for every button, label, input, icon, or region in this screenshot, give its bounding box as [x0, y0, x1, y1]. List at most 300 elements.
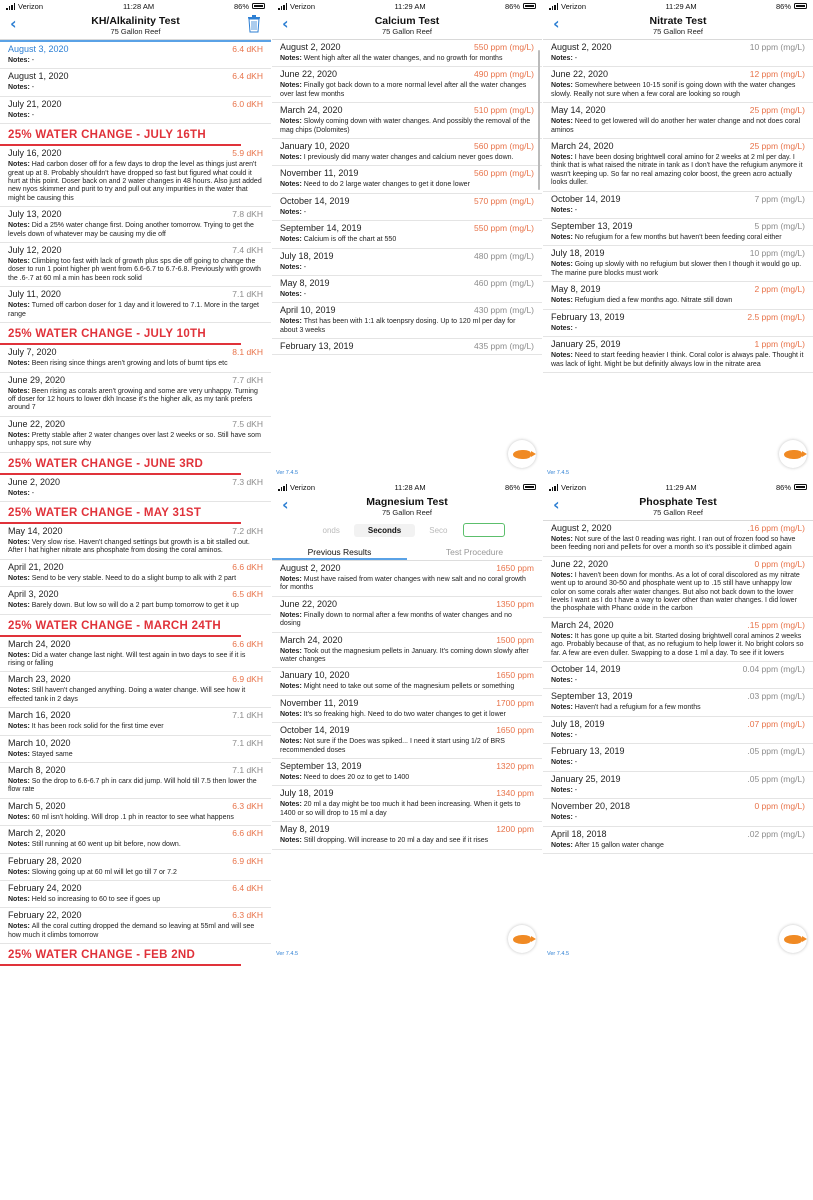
- result-value: 7.3 dKH: [232, 476, 263, 487]
- result-note: [280, 576, 534, 593]
- notes-label: Notes:: [551, 118, 575, 126]
- result-row[interactable]: [272, 723, 542, 759]
- picker-item[interactable]: onds: [322, 525, 340, 535]
- note-text: Slowly coming down with water changes. And possibly the removal of the mag chips (Dolomites): [280, 118, 531, 134]
- result-row[interactable]: [543, 40, 813, 67]
- notes-label: Notes:: [8, 489, 32, 497]
- result-row[interactable]: [543, 219, 813, 246]
- notes-label: Notes:: [280, 154, 304, 162]
- results-list: [272, 40, 542, 355]
- result-value: 435 ppm (mg/L): [474, 341, 534, 352]
- notes-label: Notes:: [280, 318, 304, 326]
- scrollbar[interactable]: [538, 50, 540, 190]
- note-text: Barely down. But low so will do a 2 part bump tomorrow to get it up: [31, 602, 239, 610]
- result-row[interactable]: [543, 103, 813, 139]
- picker-item-selected[interactable]: Seconds: [354, 524, 415, 537]
- result-row[interactable]: [0, 69, 271, 96]
- notes-label: Notes:: [551, 297, 575, 305]
- result-value: 7.5 dKH: [232, 418, 263, 429]
- result-row[interactable]: [543, 744, 813, 771]
- result-value: 6.6 dKH: [232, 561, 263, 572]
- result-value: 7.4 dKH: [232, 245, 263, 256]
- result-date: September 14, 2019: [280, 223, 362, 234]
- result-note: [551, 82, 805, 99]
- result-row[interactable]: [0, 207, 271, 243]
- result-row[interactable]: [272, 40, 542, 67]
- note-text: Calcium is off the chart at 550: [303, 236, 397, 244]
- result-row[interactable]: [272, 822, 542, 849]
- clock: 11:29 AM: [665, 1, 697, 11]
- result-note: [8, 258, 263, 283]
- result-row[interactable]: [543, 521, 813, 557]
- status-bar: [543, 0, 813, 12]
- result-note: [8, 112, 263, 120]
- result-note: [280, 291, 534, 299]
- notes-label: Notes:: [8, 387, 32, 395]
- result-row[interactable]: [272, 668, 542, 695]
- note-text: -: [31, 57, 35, 64]
- result-row[interactable]: [0, 287, 271, 323]
- result-note: [8, 814, 263, 822]
- nav-bar: [0, 12, 271, 40]
- result-row[interactable]: [543, 827, 813, 854]
- water-change-banner: 25% WATER CHANGE - JUNE 3RD: [0, 453, 241, 475]
- timer-start-box[interactable]: [463, 523, 505, 537]
- note-text: Need to does 20 oz to get to 1400: [303, 774, 410, 782]
- note-text: Finally got back down to a more normal level after all the water changes over last few months: [280, 82, 527, 98]
- timer-picker[interactable]: [272, 521, 542, 539]
- result-date: June 29, 2020: [8, 374, 66, 385]
- result-row[interactable]: [0, 672, 271, 708]
- result-value: 25 ppm (mg/L): [749, 105, 805, 116]
- back-chevron-icon[interactable]: ‹: [282, 14, 289, 33]
- fish-fab-button[interactable]: [508, 925, 536, 953]
- version-label: Ver 7.4.5: [547, 951, 570, 957]
- result-note: [280, 801, 534, 818]
- result-note: [8, 490, 263, 498]
- result-date: April 3, 2020: [8, 589, 59, 600]
- result-value: 7.1 dKH: [232, 765, 263, 775]
- result-value: 1200 ppm: [496, 824, 534, 835]
- result-row[interactable]: [272, 597, 542, 633]
- back-chevron-icon[interactable]: ‹: [10, 14, 17, 33]
- result-row[interactable]: [543, 139, 813, 192]
- result-row[interactable]: [0, 373, 271, 417]
- note-text: After 15 gallon water change: [574, 841, 664, 849]
- result-row[interactable]: [0, 881, 271, 908]
- result-note: [280, 738, 534, 755]
- water-change-banner: 25% WATER CHANGE - MAY 31ST: [0, 502, 241, 524]
- version-label: Ver 7.4.5: [276, 951, 299, 957]
- back-chevron-icon[interactable]: ‹: [553, 14, 560, 33]
- result-date: July 18, 2019: [280, 788, 334, 799]
- fish-icon: [513, 935, 531, 944]
- notes-label: Notes:: [8, 431, 32, 439]
- note-text: -: [31, 489, 35, 497]
- note-text: -: [574, 206, 578, 214]
- result-date: March 8, 2020: [8, 765, 66, 775]
- result-date: January 10, 2020: [280, 141, 350, 152]
- result-date: June 22, 2020: [551, 69, 609, 80]
- notes-label: Notes:: [551, 731, 575, 739]
- result-note: [551, 633, 805, 658]
- result-value: 12 ppm (mg/L): [749, 69, 805, 80]
- note-text: Slowing going up at 60 ml will let go till 7 or 7.2: [31, 868, 177, 876]
- result-date: May 8, 2019: [280, 278, 330, 289]
- note-text: -: [303, 208, 307, 216]
- result-value: 10 ppm (mg/L): [749, 248, 805, 259]
- result-date: July 12, 2020: [8, 245, 62, 256]
- result-row[interactable]: [272, 786, 542, 822]
- result-note: [551, 352, 805, 369]
- result-row[interactable]: [272, 561, 542, 597]
- result-row[interactable]: [543, 618, 813, 662]
- battery-percent: 86%: [504, 482, 520, 492]
- result-row[interactable]: [272, 276, 542, 303]
- result-value: 5 ppm (mg/L): [754, 221, 805, 232]
- nav-bar: [543, 493, 813, 521]
- status-bar: [272, 0, 542, 12]
- notes-label: Notes:: [8, 258, 32, 266]
- result-date: March 24, 2020: [280, 105, 343, 116]
- result-row[interactable]: [543, 310, 813, 337]
- result-note: [8, 302, 263, 319]
- result-note: [551, 572, 805, 614]
- result-note: [280, 318, 534, 335]
- note-text: Climbing too fast with lack of growth plus sps die off going to change the doser to run 1 point higher ph went from 6.6-6.7 to 6.7-6.8. Previously with growth the .6-.7 at 60 ml a min has been rock solid: [8, 258, 261, 282]
- result-date: March 16, 2020: [8, 710, 71, 721]
- result-value: 550 ppm (mg/L): [474, 42, 534, 52]
- water-change-banner: 25% WATER CHANGE - MARCH 24TH: [0, 615, 241, 637]
- result-note: [551, 759, 805, 767]
- result-note: [280, 154, 534, 162]
- note-text: Must have raised from water changes with new salt and no coral growth for months: [280, 576, 526, 592]
- notes-label: Notes:: [551, 841, 575, 849]
- note-text: Finally down to normal after a few months of water changes and no dosing: [280, 611, 512, 628]
- result-note: [8, 723, 263, 731]
- result-row[interactable]: [272, 303, 542, 339]
- result-date: July 21, 2020: [8, 98, 62, 109]
- notes-label: Notes:: [280, 82, 304, 90]
- notes-label: Notes:: [8, 111, 32, 119]
- note-text: -: [31, 84, 35, 92]
- result-value: 6.9 dKH: [232, 674, 263, 685]
- notes-label: Notes:: [8, 161, 32, 169]
- result-note: [551, 154, 805, 188]
- result-row[interactable]: [0, 637, 271, 673]
- tab-previous-results[interactable]: Previous Results: [272, 543, 407, 560]
- result-value: 560 ppm (mg/L): [474, 141, 534, 152]
- notes-label: Notes:: [8, 813, 32, 821]
- fish-fab-button[interactable]: [779, 440, 807, 468]
- result-date: February 24, 2020: [8, 883, 82, 894]
- picker-item[interactable]: Seco: [429, 525, 448, 535]
- result-value: 7 ppm (mg/L): [754, 193, 805, 204]
- note-text: Haven't had a refugium for a few months: [574, 704, 701, 712]
- note-text: I previously did many water changes and calcium never goes down.: [303, 154, 514, 162]
- result-note: [551, 536, 805, 553]
- clock: 11:29 AM: [665, 482, 697, 492]
- result-note: [280, 612, 534, 629]
- result-row[interactable]: [0, 560, 271, 587]
- result-value: 6.4 dKH: [232, 71, 263, 82]
- result-row[interactable]: [272, 339, 542, 355]
- result-row[interactable]: [0, 417, 271, 453]
- result-date: June 22, 2020: [551, 558, 609, 569]
- result-row[interactable]: [543, 557, 813, 618]
- fish-fab-button[interactable]: [779, 925, 807, 953]
- result-note: [551, 677, 805, 685]
- result-date: May 14, 2020: [551, 105, 606, 116]
- result-row[interactable]: [0, 708, 271, 735]
- result-row[interactable]: [272, 166, 542, 193]
- carrier: Verizon: [290, 482, 316, 492]
- fish-icon: [784, 935, 802, 944]
- result-row[interactable]: [0, 524, 271, 560]
- result-row[interactable]: [543, 192, 813, 219]
- result-note: [8, 751, 263, 759]
- result-row[interactable]: [272, 194, 542, 221]
- result-row[interactable]: [272, 221, 542, 248]
- result-value: 7.2 dKH: [232, 525, 263, 536]
- result-date: April 18, 2018: [551, 828, 607, 839]
- result-value: 2.5 ppm (mg/L): [747, 311, 805, 322]
- page-subtitle: 75 Gallon Reef: [110, 27, 161, 36]
- note-text: Pretty stable after 2 water changes over last 2 weeks or so. Still have som unhappy sps, not sure why: [8, 431, 261, 448]
- signal-icon: [6, 3, 15, 10]
- notes-label: Notes:: [280, 801, 304, 809]
- page-title: Calcium Test: [374, 15, 440, 27]
- result-date: March 24, 2020: [551, 141, 614, 152]
- result-value: 560 ppm (mg/L): [474, 168, 534, 179]
- result-row[interactable]: [272, 249, 542, 276]
- signal-icon: [549, 3, 558, 10]
- result-row[interactable]: [272, 67, 542, 103]
- result-note: [280, 118, 534, 135]
- result-date: June 22, 2020: [280, 69, 338, 80]
- result-row[interactable]: [0, 243, 271, 287]
- notes-label: Notes:: [8, 923, 32, 931]
- note-text: Thst has been with 1:1 alk toenpsry dosing. Up to 120 ml per day for about 3 weeks: [280, 318, 516, 334]
- result-row[interactable]: [272, 759, 542, 786]
- trash-icon[interactable]: [247, 15, 261, 33]
- notes-label: Notes:: [280, 236, 304, 244]
- result-note: [551, 814, 805, 822]
- result-note: [8, 575, 263, 583]
- result-note: [8, 57, 263, 65]
- result-row[interactable]: [272, 696, 542, 723]
- notes-label: Notes:: [8, 651, 32, 659]
- result-date: August 2, 2020: [551, 42, 612, 52]
- fish-fab-button[interactable]: [508, 440, 536, 468]
- result-value: .16 ppm (mg/L): [747, 523, 805, 533]
- result-row[interactable]: [0, 799, 271, 826]
- note-text: Had carbon doser off for a few days to drop the level as things just aren't great up at 8. Probably shouldn't have dropped so fast but figured what could it hurt at this point. Doser back on and 2 water changes in 48 hours. Also just added new nyos skimmer and purit to try and pull out any impurities in the water that might be causing this: [8, 161, 262, 202]
- carrier: Verizon: [290, 1, 316, 11]
- result-row[interactable]: [0, 908, 271, 944]
- notes-label: Notes:: [8, 538, 32, 546]
- result-row[interactable]: [543, 717, 813, 744]
- back-chevron-icon[interactable]: ‹: [282, 495, 289, 514]
- result-date: March 24, 2020: [280, 634, 343, 645]
- note-text: Did a 25% water change first. Doing another tomorrow. Trying to get the levels down of whatever may be causing my die off: [8, 222, 254, 238]
- results-list: [272, 561, 542, 850]
- result-note: [551, 55, 805, 63]
- result-row[interactable]: [272, 633, 542, 669]
- result-row[interactable]: [0, 345, 271, 372]
- result-note: [280, 837, 534, 845]
- battery-percent: 86%: [775, 482, 791, 492]
- notes-label: Notes:: [551, 704, 575, 712]
- result-note: [8, 687, 263, 704]
- result-date: February 13, 2019: [551, 746, 625, 757]
- result-date: September 13, 2019: [551, 691, 633, 702]
- result-row[interactable]: [543, 282, 813, 309]
- note-text: Going up slowly with no refugium but slower then I though it would go up. The marine pure blocks must work: [551, 261, 802, 277]
- note-text: Need to get lowered will do another her water change and not does coral aminos: [551, 118, 801, 134]
- result-value: 6.4 dKH: [232, 44, 263, 54]
- result-row[interactable]: [0, 146, 271, 207]
- result-note: [551, 207, 805, 215]
- note-text: Held so increasing to 60 to see if goes up: [31, 896, 161, 904]
- notes-label: Notes:: [551, 814, 575, 822]
- page-title: Magnesium Test: [366, 496, 448, 508]
- notes-label: Notes:: [551, 536, 575, 543]
- result-date: April 21, 2020: [8, 561, 64, 572]
- result-value: 1700 ppm: [496, 697, 534, 708]
- notes-label: Notes:: [280, 683, 304, 691]
- note-text: Went high after all the water changes, and no growth for months: [303, 55, 503, 62]
- notes-label: Notes:: [280, 738, 304, 746]
- result-date: November 20, 2018: [551, 801, 631, 812]
- result-note: [8, 869, 263, 877]
- notes-label: Notes:: [551, 234, 575, 242]
- result-value: 10 ppm (mg/L): [749, 42, 805, 52]
- result-row[interactable]: [0, 826, 271, 853]
- result-row[interactable]: [543, 337, 813, 373]
- nitrate-panel: [543, 0, 813, 480]
- clock: 11:28 AM: [394, 482, 426, 492]
- result-row[interactable]: [272, 139, 542, 166]
- result-value: 6.0 dKH: [232, 98, 263, 109]
- result-note: [551, 118, 805, 135]
- status-bar: [272, 481, 542, 493]
- result-date: March 2, 2020: [8, 828, 66, 839]
- carrier: Verizon: [561, 1, 587, 11]
- result-note: [280, 711, 534, 719]
- back-chevron-icon[interactable]: ‹: [553, 495, 560, 514]
- result-row[interactable]: [543, 799, 813, 826]
- water-change-banner: 25% WATER CHANGE - JULY 16TH: [0, 124, 241, 146]
- result-value: 6.3 dKH: [232, 910, 263, 921]
- notes-label: Notes:: [551, 82, 575, 90]
- result-row[interactable]: [543, 67, 813, 103]
- result-row[interactable]: [0, 97, 271, 124]
- result-note: [8, 360, 263, 368]
- note-text: Somewhere between 10-15 sonif is going down with the water changes slowly. Really not sure when a few coral are looking so rough: [551, 82, 796, 98]
- notes-label: Notes:: [8, 841, 32, 849]
- note-text: -: [574, 759, 578, 767]
- result-row[interactable]: [0, 854, 271, 881]
- result-row[interactable]: [0, 475, 271, 502]
- result-row[interactable]: [0, 40, 271, 69]
- result-date: June 22, 2020: [280, 598, 338, 609]
- battery-icon: [794, 484, 807, 490]
- note-text: -: [574, 731, 578, 739]
- result-date: July 7, 2020: [8, 347, 57, 358]
- note-text: Need to start feeding heavier I think. Coral color is always pale. Thought it was lack of light. Might be but definitly always low in the nitrate area: [551, 352, 804, 368]
- result-date: August 2, 2020: [280, 563, 341, 573]
- result-value: 1650 ppm: [496, 725, 534, 736]
- note-text: Turned off carbon doser for 1 day and it lowered to 7.1. More in the target range: [8, 302, 259, 318]
- clock: 11:28 AM: [122, 1, 155, 11]
- note-text: All the coral cutting dropped the demand so leaving at 55ml and will see how much it climbs tomorrow: [8, 923, 255, 939]
- result-note: [8, 778, 263, 795]
- result-value: 6.4 dKH: [232, 883, 263, 894]
- note-text: -: [574, 814, 578, 822]
- notes-label: Notes:: [8, 602, 32, 610]
- note-text: Stayed same: [31, 750, 73, 758]
- result-date: October 14, 2019: [551, 193, 621, 204]
- notes-label: Notes:: [8, 84, 32, 92]
- note-text: Send to be very stable. Need to do a slight bump to alk with 2 part: [31, 574, 237, 582]
- result-date: April 10, 2019: [280, 305, 336, 316]
- calcium-panel: [272, 0, 542, 480]
- page-subtitle: 75 Gallon Reef: [381, 27, 433, 36]
- note-text: Not sure of the last 0 reading was right. I ran out of frozen food so have been feeding nori and pellets for over a month so it's possible it climbed again: [551, 536, 796, 552]
- result-row[interactable]: [0, 736, 271, 763]
- result-date: January 10, 2020: [280, 670, 350, 681]
- result-value: .02 ppm (mg/L): [747, 828, 805, 839]
- result-row[interactable]: [543, 662, 813, 689]
- result-date: February 22, 2020: [8, 910, 82, 921]
- result-value: .03 ppm (mg/L): [747, 691, 805, 702]
- nav-bar: [272, 493, 542, 521]
- notes-label: Notes:: [280, 55, 304, 62]
- result-value: .05 ppm (mg/L): [747, 773, 805, 784]
- result-value: 6.6 dKH: [232, 638, 263, 649]
- note-text: -: [303, 263, 307, 271]
- battery-icon: [523, 484, 536, 490]
- result-value: 7.7 dKH: [232, 374, 263, 385]
- result-note: [280, 209, 534, 217]
- result-row[interactable]: [543, 689, 813, 716]
- result-row[interactable]: [543, 246, 813, 282]
- page-subtitle: 75 Gallon Reef: [381, 508, 433, 517]
- result-date: August 3, 2020: [8, 44, 69, 54]
- result-row[interactable]: [543, 772, 813, 799]
- result-row[interactable]: [0, 763, 271, 799]
- result-note: [551, 325, 805, 333]
- result-date: March 23, 2020: [8, 674, 71, 685]
- note-text: -: [574, 786, 578, 794]
- note-text: -: [31, 111, 35, 119]
- result-value: 1320 ppm: [496, 761, 534, 772]
- result-value: 1650 ppm: [496, 563, 534, 573]
- notes-label: Notes:: [280, 837, 304, 845]
- result-row[interactable]: [0, 587, 271, 614]
- note-text: Still haven't changed anything. Doing a water change. Will see how it effected tank in 2 days: [8, 687, 246, 703]
- result-date: August 2, 2020: [280, 42, 341, 52]
- tab-test-procedure[interactable]: Test Procedure: [445, 547, 504, 557]
- note-text: -: [574, 677, 578, 685]
- signal-icon: [549, 484, 558, 491]
- result-row[interactable]: [272, 103, 542, 139]
- notes-label: Notes:: [280, 181, 304, 189]
- result-date: November 11, 2019: [280, 697, 359, 708]
- nav-bar: [543, 12, 813, 40]
- notes-label: Notes:: [280, 710, 304, 718]
